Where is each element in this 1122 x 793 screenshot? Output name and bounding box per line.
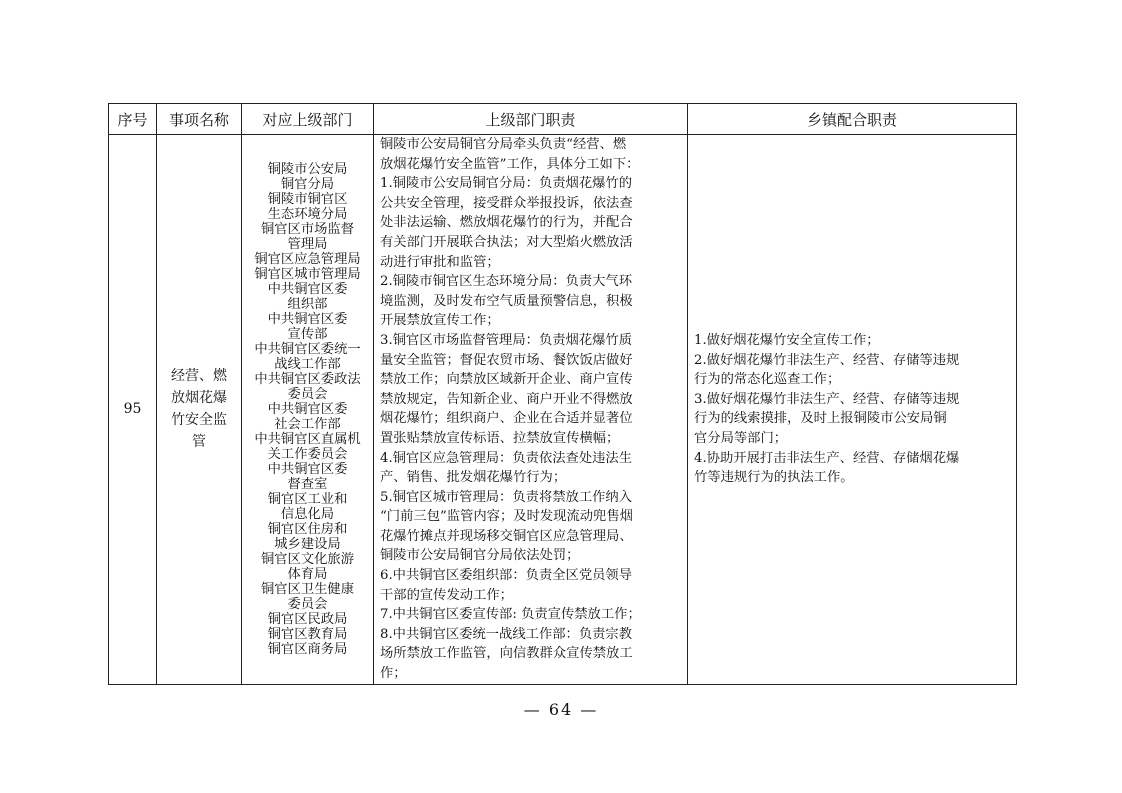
upper-duty-line: 烟花爆竹；组织商户、企业在合适并显著位 (380, 411, 633, 427)
upper-duty-line: 禁放规定，告知新企业、商户开业不得燃放 (380, 391, 633, 407)
upper-duty-line: 7.中共铜官区委宣传部: 负责宣传禁放工作； (380, 607, 641, 623)
department-line: 城乡建设局 (274, 536, 341, 552)
department-line: 中共铜官区委 (267, 311, 348, 327)
department-line: 委员会 (287, 596, 328, 612)
town-duty-line: 4.协助开展打击非法生产、经营、存储烟花爆 (694, 450, 960, 466)
department-line: 中共铜官区委政法 (254, 371, 361, 387)
department-line: 社会工作部 (274, 416, 341, 432)
town-duty-line: 官分局等部门； (694, 430, 788, 446)
town-duty-cell (688, 135, 1017, 685)
department-line: 铜官区文化旅游 (260, 551, 355, 567)
upper-duty-line: 6.中共铜官区委组织部：负责全区党员领导 (380, 568, 633, 584)
department-line: 督查室 (287, 476, 328, 492)
department-line: 中共铜官区委 (267, 281, 348, 297)
upper-duty-line: 动进行审批和监管； (380, 254, 500, 270)
upper-duty-cell (374, 135, 688, 685)
upper-duty-line: 4.铜官区应急管理局：负责依法查处违法生 (380, 450, 633, 466)
department-line: 铜官区市场监督 (260, 221, 355, 237)
upper-duty-line: 置张贴禁放宣传标语、拉禁放宣传横幅； (380, 430, 620, 446)
table-row (109, 135, 1017, 685)
upper-duty-line: 处非法运输、燃放烟花爆竹的行为，并配合 (380, 215, 633, 231)
upper-duty-line: 公共安全管理，接受群众举报投诉，依法查 (380, 195, 633, 211)
header-item: 事项名称 (157, 104, 242, 135)
town-duty-line: 竹等违规行为的执法工作。 (694, 470, 854, 486)
upper-duty-line: 境监测，及时发布空气质量预警信息，积极 (380, 293, 633, 309)
department-line: 信息化局 (280, 506, 335, 522)
upper-duty-line: 8.中共铜官区委统一战线工作部：负责宗教 (380, 626, 633, 642)
department-line: 体育局 (287, 566, 328, 582)
town-duty-line: 行为的常态化巡查工作； (694, 372, 841, 388)
department-line: 中共铜官区直属机 (254, 431, 361, 447)
department-cell (242, 135, 374, 685)
upper-duty-line: 1.铜陵市公安局铜官分局：负责烟花爆竹的 (380, 176, 633, 192)
item-name: 经营、燃放烟花爆竹安全监管 (157, 135, 242, 685)
department-line: 中共铜官区委 (267, 461, 348, 477)
department-line: 生态环境分局 (267, 206, 348, 222)
upper-duty-line: 3.铜官区市场监督管理局：负责烟花爆竹质 (380, 332, 633, 348)
upper-duty-line: 开展禁放宣传工作； (380, 313, 500, 329)
responsibility-table (108, 103, 1017, 685)
upper-duty-line: “门前三包”监管内容；及时发现流动兜售烟 (380, 509, 633, 525)
header-dept: 对应上级部门 (242, 104, 374, 135)
town-duty-line: 1.做好烟花爆竹安全宣传工作； (694, 332, 880, 348)
upper-duty-line: 花爆竹摊点并现场移交铜官区应急管理局、 (380, 528, 633, 544)
town-duty-line: 行为的线索摸排，及时上报铜陵市公安局铜 (694, 411, 947, 427)
department-line: 关工作委员会 (267, 446, 348, 462)
town-duty-line: 2.做好烟花爆竹非法生产、经营、存储等违规 (694, 352, 960, 368)
town-duty-text (688, 331, 1016, 488)
upper-duty-line: 场所禁放工作监管，向信教群众宣传禁放工 (380, 646, 633, 662)
upper-duty-line: 有关部门开展联合执法；对大型焰火燃放活 (380, 234, 633, 250)
department-line: 铜官区教育局 (267, 626, 348, 642)
department-line: 铜官分局 (280, 176, 335, 192)
table-header-row (109, 104, 1017, 135)
department-line: 管理局 (287, 236, 328, 252)
department-list (242, 162, 373, 657)
upper-duty-line: 干部的宣传发动工作； (380, 587, 513, 603)
department-line: 铜官区工业和 (267, 491, 348, 507)
upper-duty-text (374, 135, 687, 684)
upper-duty-line: 放烟花爆竹安全监管”工作，具体分工如下： (380, 156, 640, 172)
department-line: 中共铜官区委统一 (254, 341, 361, 357)
upper-duty-line: 2.铜陵市铜官区生态环境分局：负责大气环 (380, 274, 633, 290)
department-line: 铜官区应急管理局 (254, 251, 361, 267)
department-line: 铜官区民政局 (267, 611, 348, 627)
department-line: 中共铜官区委 (267, 401, 348, 417)
department-line: 铜陵市公安局 (267, 161, 348, 177)
department-line: 战线工作部 (274, 356, 341, 372)
town-duty-line: 3.做好烟花爆竹非法生产、经营、存储等违规 (694, 391, 960, 407)
upper-duty-line: 5.铜官区城市管理局：负责将禁放工作纳入 (380, 489, 633, 505)
department-line: 铜官区住房和 (267, 521, 348, 537)
department-line: 组织部 (287, 296, 328, 312)
row-number: 95 (109, 135, 157, 685)
department-line: 铜官区卫生健康 (260, 581, 355, 597)
department-line: 铜官区城市管理局 (254, 266, 361, 282)
department-line: 委员会 (287, 386, 328, 402)
upper-duty-line: 产、销售、批发烟花爆竹行为； (380, 470, 567, 486)
upper-duty-line: 量安全监管；督促农贸市场、餐饮饭店做好 (380, 352, 633, 368)
upper-duty-line: 作； (380, 666, 407, 682)
department-line: 铜陵市铜官区 (267, 191, 348, 207)
header-num: 序号 (109, 104, 157, 135)
department-line: 铜官区商务局 (267, 641, 348, 657)
department-line: 宣传部 (287, 326, 328, 342)
header-town-duty: 乡镇配合职责 (688, 104, 1017, 135)
header-upper-duty: 上级部门职责 (374, 104, 688, 135)
page-number: — 64 — (523, 700, 599, 719)
upper-duty-line: 禁放工作；向禁放区域新开企业、商户宣传 (380, 372, 633, 388)
upper-duty-line: 铜陵市公安局铜官分局依法处罚； (380, 548, 580, 564)
upper-duty-line: 铜陵市公安局铜官分局牵头负责“经营、燃 (380, 137, 627, 152)
